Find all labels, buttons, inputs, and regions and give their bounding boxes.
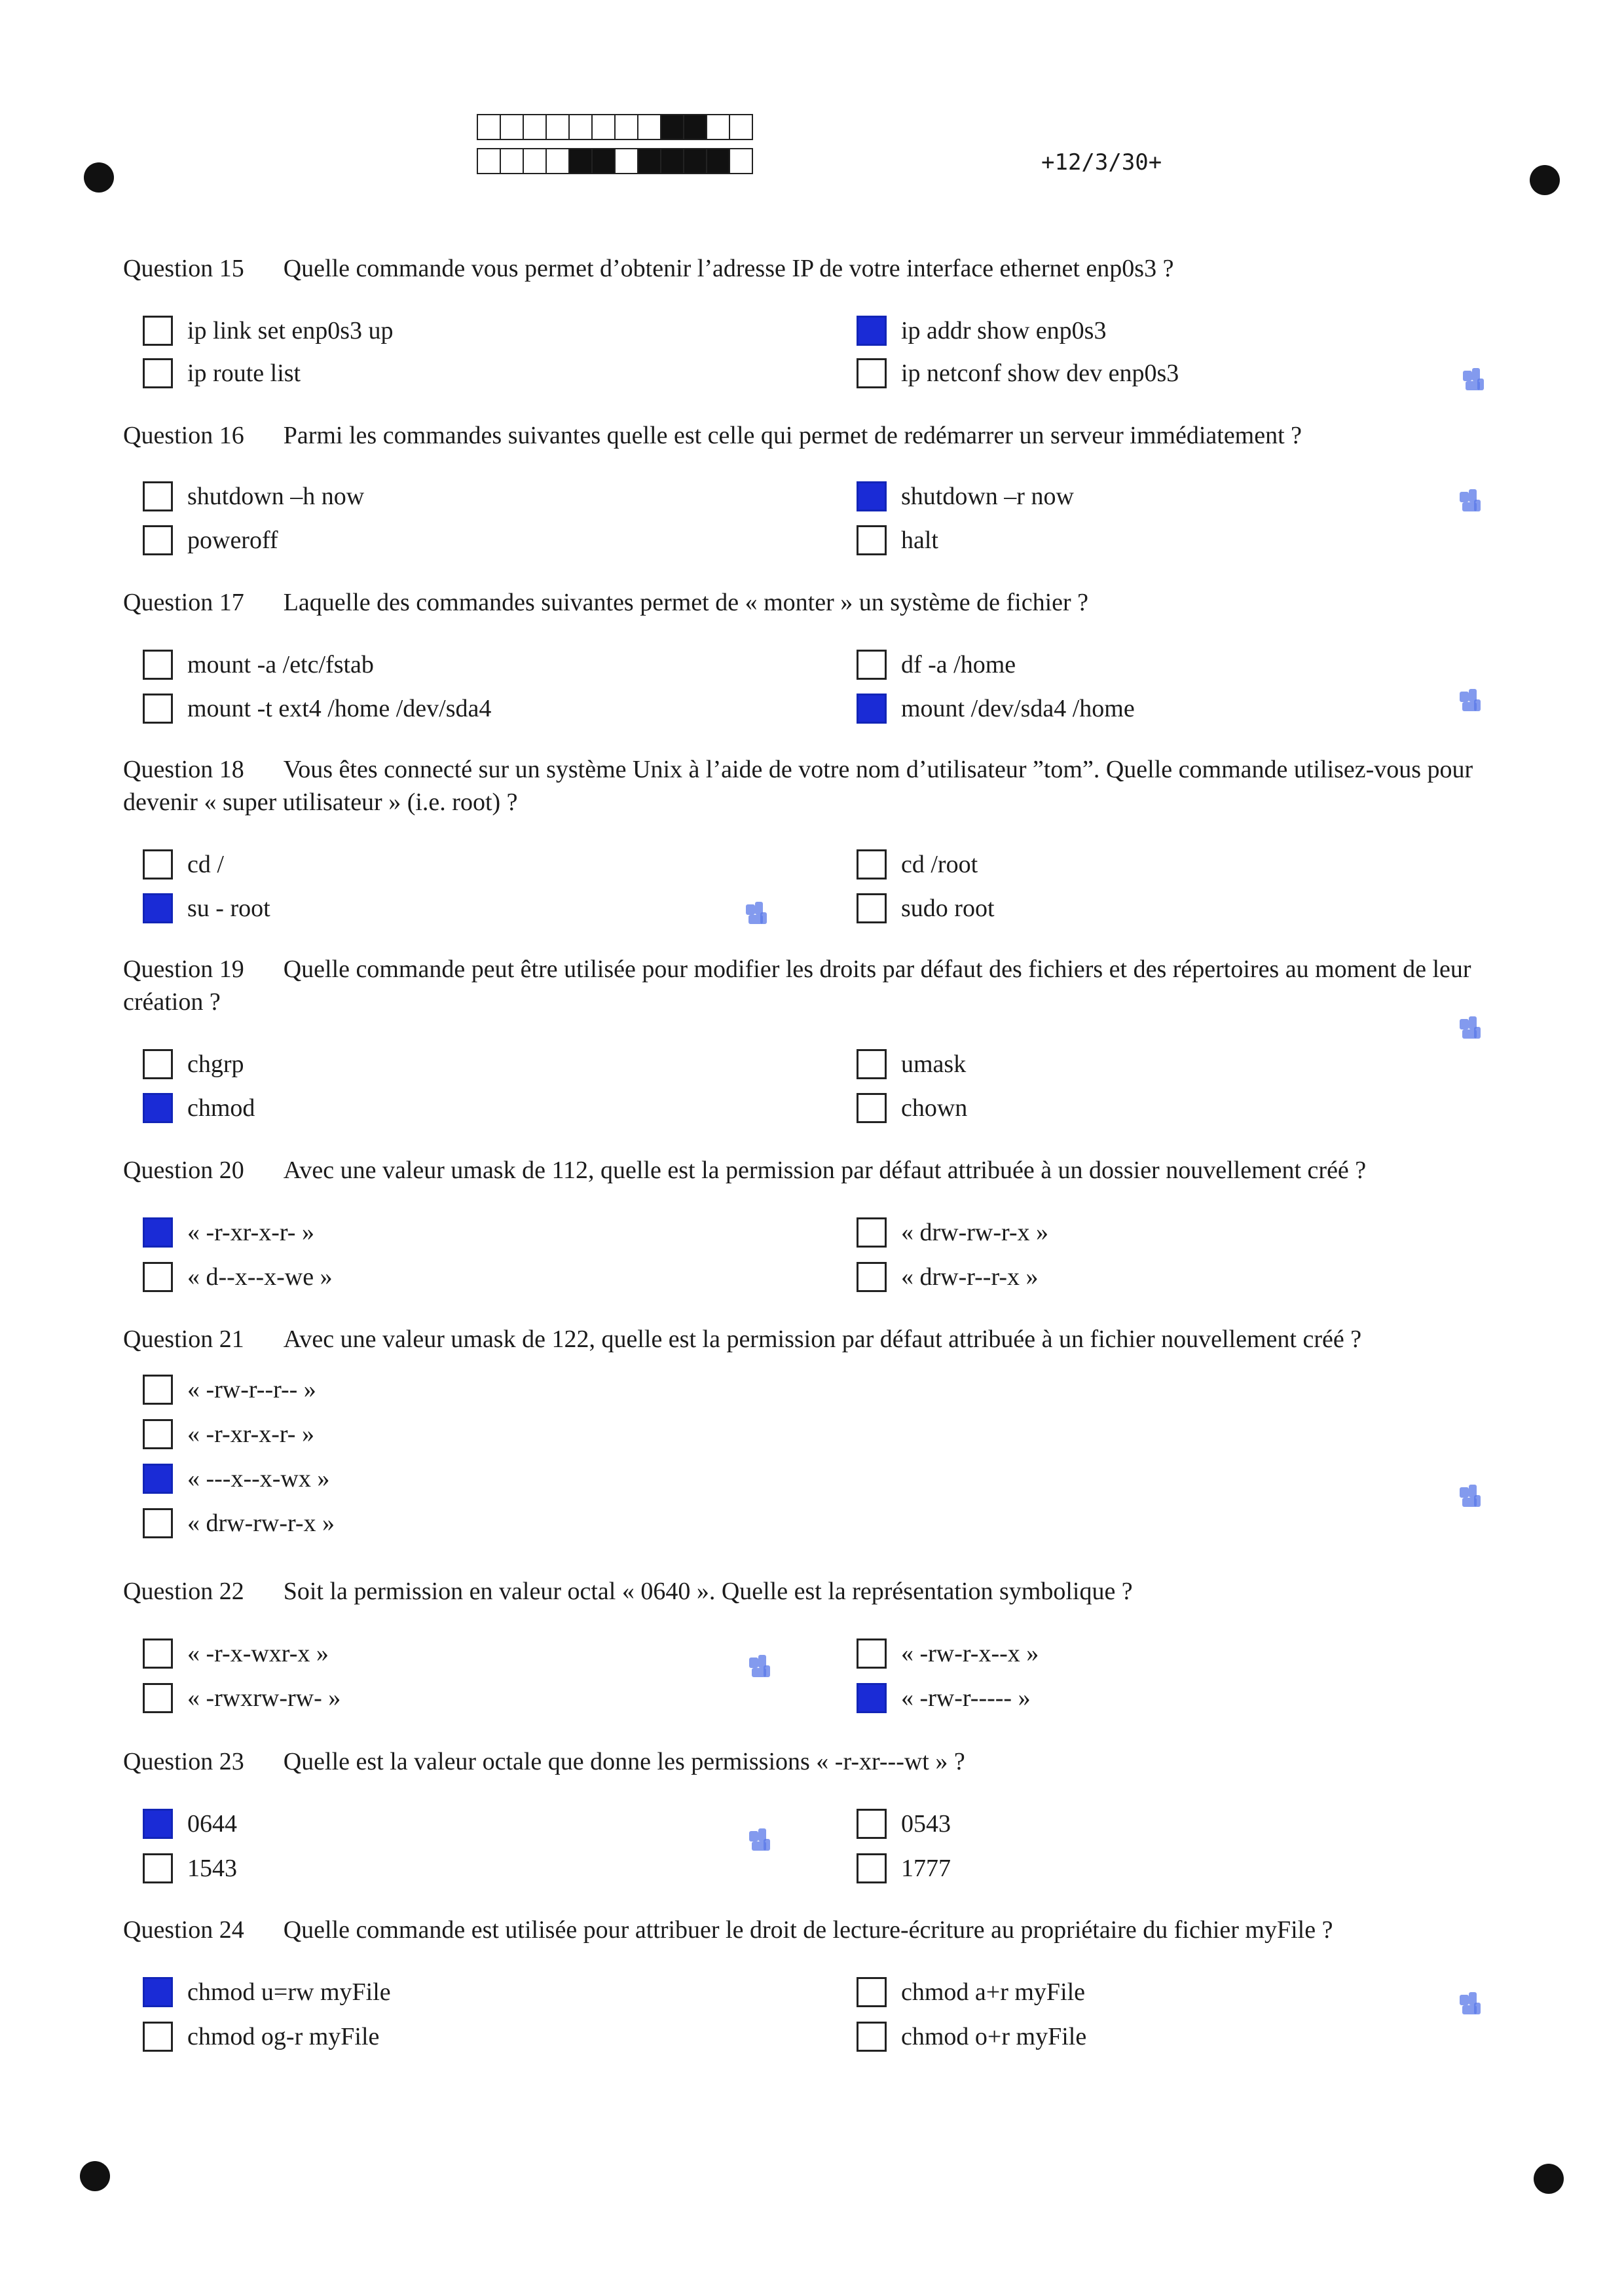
answer-text: « ---x--x-wx » [187, 1465, 330, 1492]
barcode-cell [477, 148, 501, 174]
answer-option[interactable] [143, 1505, 335, 1542]
answer-text: sudo root [901, 895, 995, 922]
checkbox[interactable] [143, 525, 173, 555]
answer-option[interactable] [143, 1974, 391, 2010]
question-16 [123, 419, 1531, 452]
checkbox[interactable] [857, 2022, 887, 2052]
barcode-row-2 [477, 148, 752, 176]
question-23 [123, 1745, 1531, 1778]
checkbox-checked[interactable] [143, 893, 173, 923]
answer-option[interactable] [857, 478, 1074, 515]
registration-dot-bottom-left [80, 2161, 110, 2191]
answer-text: umask [901, 1050, 967, 1078]
answer-option[interactable] [143, 1090, 255, 1126]
answer-option[interactable] [143, 478, 364, 515]
answer-text: « -r-xr-x-r- » [187, 1420, 314, 1448]
checkbox-checked[interactable] [143, 1464, 173, 1494]
question-21 [123, 1323, 1531, 1356]
checkbox[interactable] [857, 1809, 887, 1839]
answer-option[interactable] [143, 646, 374, 683]
checkbox[interactable] [857, 1853, 887, 1883]
corner-scan-mark [1457, 1483, 1483, 1512]
checkbox[interactable] [143, 1683, 173, 1713]
question-label: Question 21 [123, 1325, 244, 1353]
answer-option[interactable] [857, 1850, 951, 1887]
corner-scan-mark [1457, 688, 1483, 716]
answer-text: poweroff [187, 527, 278, 554]
question-22 [123, 1575, 1531, 1608]
answer-option[interactable] [143, 1416, 314, 1453]
answer-option[interactable] [143, 355, 301, 392]
answer-text: « -rw-r-x--x » [901, 1640, 1039, 1667]
barcode-cell [614, 114, 638, 140]
barcode-cell [568, 114, 593, 140]
answer-text: 0543 [901, 1810, 951, 1838]
answer-text: 0644 [187, 1810, 237, 1838]
answer-text: su - root [187, 895, 270, 922]
question-17 [123, 586, 1531, 619]
barcode-cell [545, 114, 570, 140]
barcode-cell [637, 148, 661, 174]
corner-scan-mark [747, 1827, 773, 1856]
checkbox[interactable] [143, 650, 173, 680]
checkbox[interactable] [143, 358, 173, 388]
question-24 [123, 1914, 1531, 1946]
question-20 [123, 1154, 1531, 1187]
checkbox-checked[interactable] [857, 1683, 887, 1713]
checkbox-checked[interactable] [143, 1977, 173, 2007]
answer-option[interactable] [143, 1046, 244, 1083]
answer-option[interactable] [857, 1090, 967, 1126]
question-text: Laquelle des commandes suivantes permet de « monter » un système de fichier ? [283, 589, 1089, 616]
answer-option[interactable] [857, 846, 978, 883]
barcode-cell [706, 148, 730, 174]
answer-text: shutdown –r now [901, 483, 1074, 510]
checkbox[interactable] [857, 1639, 887, 1669]
answer-option[interactable] [857, 690, 1135, 727]
checkbox-checked[interactable] [143, 1217, 173, 1248]
answer-text: shutdown –h now [187, 483, 365, 510]
answer-option[interactable] [143, 1805, 237, 1842]
question-text: Parmi les commandes suivantes quelle est celle qui permet de redémarrer un serveur immédiatement ? [283, 422, 1302, 449]
answer-text: chmod og-r myFile [187, 2023, 380, 2050]
answer-text: chmod o+r myFile [901, 2023, 1087, 2050]
answer-text: « -rw-r----- » [901, 1684, 1031, 1712]
answer-text: ip link set enp0s3 up [187, 317, 394, 344]
answer-text: chgrp [187, 1050, 244, 1078]
barcode-cell [660, 114, 684, 140]
barcode-row-1 [477, 114, 752, 141]
question-text: Quelle commande est utilisée pour attribuer le droit de lecture-écriture au propriétaire du fichier myFile ? [283, 1916, 1333, 1944]
answer-option[interactable] [857, 1214, 1048, 1251]
answer-text: mount /dev/sda4 /home [901, 695, 1135, 722]
answer-option[interactable] [143, 1850, 237, 1887]
answer-option[interactable] [143, 2018, 379, 2055]
registration-dot-top-right [1530, 165, 1560, 195]
question-label: Question 17 [123, 589, 244, 616]
barcode-cell [568, 148, 593, 174]
barcode-cell [660, 148, 684, 174]
answer-text: chmod u=rw myFile [187, 1978, 391, 2006]
answer-option[interactable] [143, 690, 491, 727]
answer-text: df -a /home [901, 651, 1016, 678]
answer-option[interactable] [857, 1259, 1039, 1295]
checkbox[interactable] [857, 1093, 887, 1123]
checkbox[interactable] [857, 1217, 887, 1248]
answer-option[interactable] [857, 1974, 1085, 2010]
barcode-cell [545, 148, 570, 174]
checkbox[interactable] [857, 1262, 887, 1292]
barcode-cell [500, 114, 524, 140]
question-text: Quelle commande vous permet d’obtenir l’adresse IP de votre interface ethernet enp0s3 ? [283, 255, 1174, 282]
checkbox[interactable] [143, 1375, 173, 1405]
answer-option[interactable] [143, 1635, 329, 1672]
checkbox-checked[interactable] [143, 1093, 173, 1123]
checkbox[interactable] [143, 694, 173, 724]
barcode-cell [591, 148, 616, 174]
corner-scan-mark [1457, 488, 1483, 517]
checkbox[interactable] [857, 650, 887, 680]
question-label: Question 16 [123, 422, 244, 449]
barcode-cell [523, 148, 547, 174]
answer-option[interactable] [857, 1046, 966, 1083]
answer-text: « drw-rw-r-x » [187, 1509, 335, 1537]
registration-dot-top-left [84, 162, 114, 193]
answer-option[interactable] [143, 1214, 314, 1251]
answer-text: halt [901, 527, 938, 554]
answer-text: 1543 [187, 1855, 237, 1882]
answer-option[interactable] [857, 355, 1179, 392]
answer-text: chmod [187, 1094, 255, 1122]
question-text: Avec une valeur umask de 112, quelle est la permission par défaut attribuée à un dossier nouvellement créé ? [283, 1157, 1367, 1184]
question-18 [123, 753, 1531, 819]
checkbox[interactable] [143, 316, 173, 346]
question-label: Question 18 [123, 756, 244, 783]
answer-text: « -rwxrw-rw- » [187, 1684, 341, 1712]
answer-option[interactable] [857, 646, 1016, 683]
answer-option[interactable] [143, 1460, 329, 1497]
answer-option[interactable] [143, 1371, 316, 1408]
answer-option[interactable] [857, 522, 938, 559]
corner-scan-mark [747, 1654, 773, 1682]
answer-text: « -r-x-wxr-x » [187, 1640, 329, 1667]
checkbox[interactable] [143, 481, 173, 511]
question-text: Quelle est la valeur octale que donne les permissions « -r-xr---wt » ? [283, 1748, 965, 1775]
question-label: Question 22 [123, 1578, 244, 1605]
barcode-cell [729, 114, 753, 140]
corner-scan-mark [1457, 1015, 1483, 1044]
checkbox-checked[interactable] [143, 1809, 173, 1839]
checkbox[interactable] [143, 2022, 173, 2052]
checkbox[interactable] [143, 1262, 173, 1292]
answer-option[interactable] [143, 522, 278, 559]
answer-option[interactable] [857, 2018, 1086, 2055]
barcode-cell [500, 148, 524, 174]
checkbox-checked[interactable] [857, 316, 887, 346]
corner-scan-mark [743, 900, 769, 929]
checkbox-checked[interactable] [857, 694, 887, 724]
checkbox[interactable] [857, 358, 887, 388]
barcode-cell [477, 114, 501, 140]
barcode-cell [683, 114, 707, 140]
answer-text: ip addr show enp0s3 [901, 317, 1107, 344]
checkbox[interactable] [857, 849, 887, 880]
question-label: Question 24 [123, 1916, 244, 1944]
barcode-cell [706, 114, 730, 140]
answer-text: chmod a+r myFile [901, 1978, 1086, 2006]
checkbox[interactable] [143, 1049, 173, 1079]
checkbox[interactable] [143, 1853, 173, 1883]
barcode-cell [729, 148, 753, 174]
checkbox[interactable] [143, 1419, 173, 1449]
answer-option[interactable] [857, 890, 995, 927]
barcode-cell [591, 114, 616, 140]
answer-text: « -r-xr-x-r- » [187, 1219, 314, 1246]
answer-text: « d--x--x-we » [187, 1263, 333, 1291]
answer-option[interactable] [143, 1680, 341, 1716]
answer-option[interactable] [143, 890, 270, 927]
question-label: Question 19 [123, 955, 244, 983]
question-label: Question 23 [123, 1748, 244, 1775]
answer-text: mount -t ext4 /home /dev/sda4 [187, 695, 492, 722]
barcode-cell [523, 114, 547, 140]
answer-option[interactable] [143, 846, 224, 883]
answer-option[interactable] [857, 1635, 1039, 1672]
answer-text: « drw-rw-r-x » [901, 1219, 1049, 1246]
question-19 [123, 953, 1531, 1018]
answer-option[interactable] [143, 312, 394, 349]
answer-text: mount -a /etc/fstab [187, 651, 374, 678]
checkbox[interactable] [857, 525, 887, 555]
registration-dot-bottom-right [1534, 2164, 1564, 2194]
question-label: Question 15 [123, 255, 244, 282]
question-text: Soit la permission en valeur octal « 0640 ». Quelle est la représentation symbolique ? [283, 1578, 1133, 1605]
checkbox[interactable] [857, 1049, 887, 1079]
question-text: Avec une valeur umask de 122, quelle est la permission par défaut attribuée à un fichier nouvellement créé ? [283, 1325, 1362, 1353]
answer-option[interactable] [857, 312, 1106, 349]
answer-option[interactable] [857, 1805, 951, 1842]
checkbox[interactable] [857, 893, 887, 923]
checkbox[interactable] [143, 1508, 173, 1538]
answer-text: chown [901, 1094, 968, 1122]
answer-text: cd / [187, 851, 224, 878]
checkbox-checked[interactable] [857, 481, 887, 511]
corner-scan-mark [1457, 1991, 1483, 2020]
answer-text: ip route list [187, 360, 301, 387]
question-text: Vous êtes connecté sur un système Unix à l’aide de votre nom d’utilisateur ”tom”. Quelle commande utilisez-vous pour devenir « super utilisateur » (i.e. root) ? [123, 756, 1473, 816]
question-15 [123, 252, 1531, 285]
answer-text: ip netconf show dev enp0s3 [901, 360, 1179, 387]
checkbox[interactable] [143, 849, 173, 880]
barcode-cell [683, 148, 707, 174]
corner-scan-mark [1460, 367, 1486, 396]
answer-text: « drw-r--r-x » [901, 1263, 1039, 1291]
answer-text: « -rw-r--r-- » [187, 1376, 316, 1403]
barcode-cell [637, 114, 661, 140]
answer-text: cd /root [901, 851, 978, 878]
question-text: Quelle commande peut être utilisée pour modifier les droits par défaut des fichiers et des répertoires au moment de leur création ? [123, 955, 1471, 1016]
answer-option[interactable] [857, 1680, 1031, 1716]
answer-text: 1777 [901, 1855, 951, 1882]
checkbox[interactable] [857, 1977, 887, 2007]
answer-option[interactable] [143, 1259, 333, 1295]
barcode-cell [614, 148, 638, 174]
question-label: Question 20 [123, 1157, 244, 1184]
checkbox[interactable] [143, 1639, 173, 1669]
page-id: +12/3/30+ [1041, 149, 1162, 176]
